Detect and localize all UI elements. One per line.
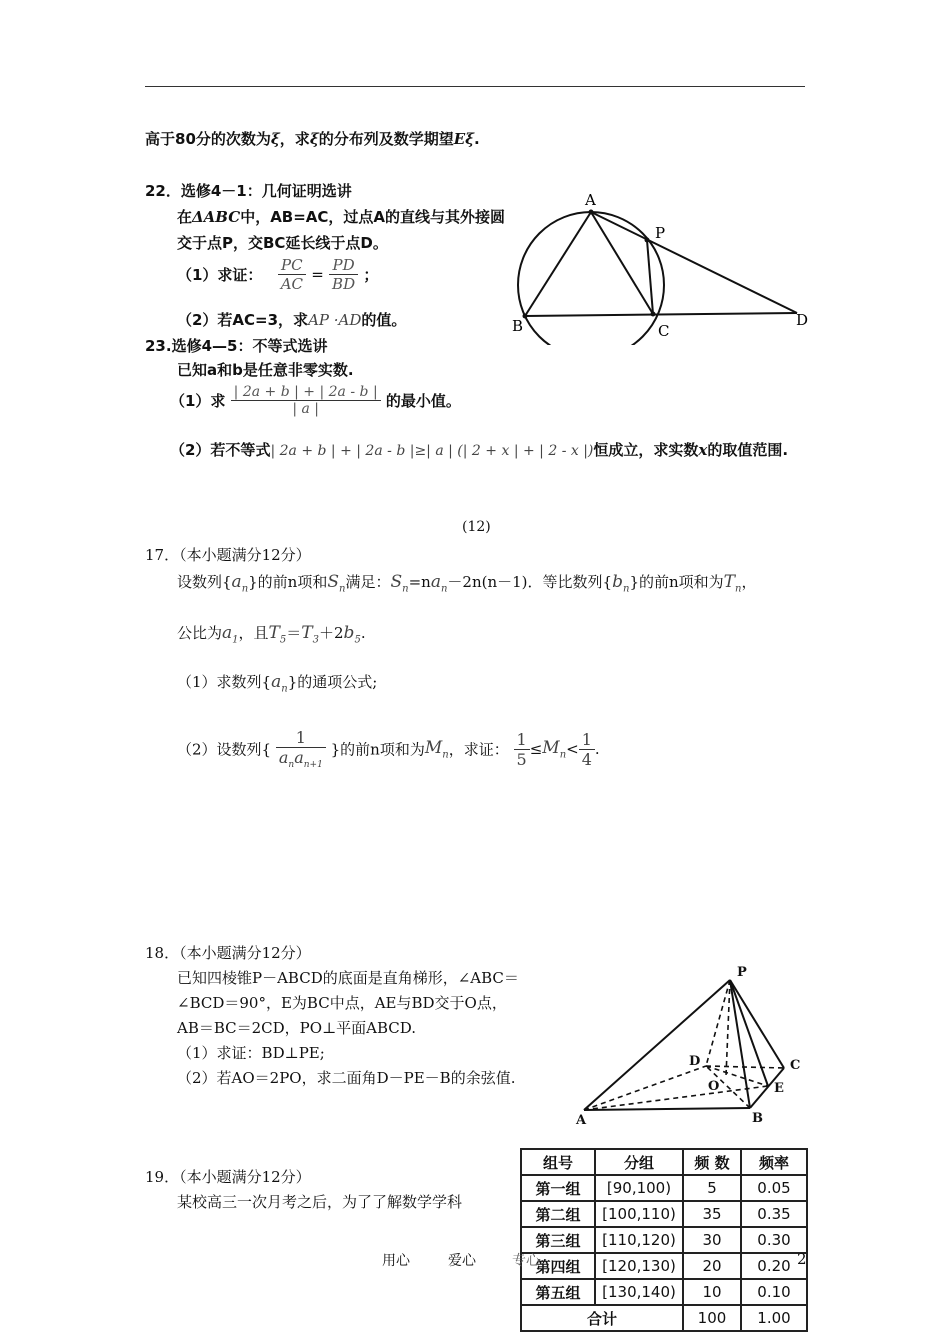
math-symbol — [268, 623, 287, 646]
label-b: B — [512, 317, 524, 335]
text: b — [612, 572, 623, 592]
text: a — [222, 623, 233, 643]
text: T — [723, 572, 735, 592]
label-a: A — [585, 191, 596, 209]
math-expression: AP ·AD — [308, 311, 362, 329]
subscript: 5 — [279, 634, 287, 646]
footer-text-1: 用心 — [382, 1253, 410, 1269]
subscript: n — [288, 760, 295, 771]
cell-group: 第一组 — [521, 1175, 595, 1201]
math-symbol — [222, 623, 239, 646]
text: }的通项公式; — [287, 673, 378, 691]
fraction — [514, 730, 530, 769]
text: 设数列{ — [177, 573, 232, 591]
text: ＋2 — [319, 624, 344, 642]
cell-interval: [90,100) — [595, 1175, 683, 1201]
fraction-denominator: | a | — [292, 401, 320, 417]
text: 高于 — [145, 130, 176, 148]
point-a — [589, 210, 594, 215]
math-symbol: x — [698, 441, 708, 459]
text: 满足： — [345, 573, 391, 591]
fraction-numerator: 1 — [276, 728, 326, 748]
edge-dc — [706, 1066, 784, 1068]
label-o: O — [708, 1079, 720, 1094]
header-group-no: 组号 — [521, 1149, 595, 1175]
text: （1）求证： — [177, 266, 263, 284]
q19-title: 19．（本小题满分12分） — [145, 1168, 311, 1186]
label-c: C — [790, 1058, 801, 1073]
text: S — [327, 572, 340, 592]
fraction — [231, 384, 381, 417]
cell-group: 第四组 — [521, 1253, 595, 1279]
text: ，求证： — [448, 740, 509, 759]
math-symbol — [271, 672, 288, 695]
circumcircle — [518, 212, 664, 345]
label-p: P — [737, 965, 747, 980]
subscript: n — [339, 583, 346, 595]
label-e: E — [774, 1081, 784, 1096]
fraction — [278, 256, 306, 293]
table-row — [521, 1253, 807, 1279]
text: （2）设数列{ — [177, 740, 272, 759]
cell-group: 第五组 — [521, 1279, 595, 1305]
text: a — [294, 748, 304, 767]
q23-line1: 已知a和b是任意非零实数. — [177, 361, 354, 379]
cell-frequency: 0.30 — [741, 1227, 807, 1253]
text: }的前n项和 — [248, 573, 328, 591]
fraction-numerator: 1 — [579, 730, 595, 750]
edge-ab — [584, 1108, 750, 1110]
q22-part2 — [177, 309, 406, 330]
label-p: P — [655, 224, 666, 242]
math-symbol — [424, 737, 449, 761]
fraction-numerator: 1 — [514, 730, 530, 750]
q18-line3: AB＝BC＝2CD，PO⊥平面ABCD. — [177, 1019, 417, 1037]
text: < — [566, 740, 579, 759]
math-symbol — [542, 737, 567, 761]
math-symbol: ΔABC — [192, 208, 241, 226]
text: a — [430, 572, 441, 592]
subscript: 1 — [232, 634, 239, 646]
cell-frequency: 0.10 — [741, 1279, 807, 1305]
footer-text-2: 爱心 — [448, 1253, 476, 1269]
text: . — [474, 130, 480, 148]
text: ＝ — [286, 624, 302, 642]
table-row — [521, 1201, 807, 1227]
text: （1）求数列{ — [177, 673, 272, 691]
text: 的取值范围. — [707, 441, 789, 459]
point-b — [523, 314, 528, 319]
cell-count: 10 — [683, 1279, 741, 1305]
fraction — [329, 256, 358, 293]
table-header-row — [521, 1149, 807, 1175]
text: 的值。 — [361, 311, 407, 329]
text: ≤ — [529, 740, 543, 759]
cell-frequency: 0.35 — [741, 1201, 807, 1227]
text: （2）若不等式 — [170, 441, 271, 459]
q17-part2 — [177, 728, 600, 770]
text: 中，AB=AC，过点A的直线与其外接圆 — [240, 208, 506, 226]
label-d: D — [796, 311, 809, 329]
q18-part1: （1）求证：BD⊥PE; — [177, 1044, 325, 1062]
q22-circle-figure — [500, 185, 820, 345]
footer-text-3: 专心 — [512, 1253, 540, 1269]
math-symbol — [612, 572, 630, 595]
table-row — [521, 1279, 807, 1305]
cell-count: 5 — [683, 1175, 741, 1201]
q18-pyramid-figure — [570, 962, 810, 1130]
subscript: 5 — [354, 634, 361, 646]
text: b — [343, 623, 355, 643]
header-count: 频 数 — [683, 1149, 741, 1175]
cell-total-frequency: 1.00 — [741, 1305, 807, 1331]
text: S — [390, 572, 403, 592]
subscript: n — [559, 749, 567, 761]
text: （1）求 — [170, 392, 226, 410]
math-symbol — [390, 572, 409, 595]
subscript: n — [440, 583, 448, 595]
subscript: n+1 — [303, 760, 323, 771]
cell-group: 第三组 — [521, 1227, 595, 1253]
text: = — [311, 265, 324, 284]
fraction-numerator: PD — [329, 256, 358, 275]
fraction-denominator: 5 — [516, 749, 527, 769]
q18-title: 18．（本小题满分12分） — [145, 944, 311, 962]
text: 在 — [177, 208, 193, 226]
cell-interval: [130,140) — [595, 1279, 683, 1305]
math-symbol — [343, 623, 361, 646]
label-b: B — [752, 1111, 763, 1126]
text: a — [278, 748, 289, 767]
q22-part1 — [177, 256, 378, 293]
point-p — [645, 238, 650, 243]
q19-line1: 某校高三一次月考之后，为了了解数学学科 — [177, 1193, 463, 1211]
cell-interval: [100,110) — [595, 1201, 683, 1227]
cell-count: 30 — [683, 1227, 741, 1253]
cell-total-label: 合计 — [521, 1305, 683, 1331]
text: ； — [363, 266, 379, 284]
subscript: n — [735, 583, 742, 595]
cell-interval: [110,120) — [595, 1227, 683, 1253]
page-number: 2 — [797, 1250, 807, 1268]
math-symbol: Eξ — [453, 130, 475, 148]
fraction-denominator: 4 — [581, 749, 592, 769]
text: 公比为 — [177, 624, 223, 642]
text: 分的次数为 — [195, 130, 271, 148]
text: T — [301, 623, 313, 643]
text: }的前n项和为 — [330, 740, 425, 759]
fraction-denominator — [276, 748, 326, 770]
fraction-denominator: AC — [280, 275, 303, 293]
text: 恒成立，求实数 — [593, 441, 699, 459]
math-symbol — [231, 572, 249, 595]
segment-ab — [525, 212, 591, 316]
point-c — [651, 312, 656, 317]
text: 的分布列及数学期望 — [318, 130, 454, 148]
q23-title: 23.选修4—5：不等式选讲 — [145, 337, 328, 355]
header-frequency: 频率 — [741, 1149, 807, 1175]
text: . — [360, 624, 366, 642]
q18-line1: 已知四棱锥P－ABCD的底面是直角梯形，∠ABC＝ — [177, 969, 519, 987]
math-symbol: ξ — [270, 130, 280, 148]
q23-part1 — [170, 384, 461, 417]
math-symbol: ξ — [309, 130, 319, 148]
fraction — [579, 730, 595, 769]
math-expression: | 2a + b | + | 2a - b |≥| a | (| 2 + x | + | 2 - x |) — [270, 443, 594, 459]
fraction-numerator: | 2a + b | + | 2a - b | — [231, 384, 381, 401]
label-a: A — [576, 1113, 587, 1128]
text: ， — [741, 573, 757, 591]
header-interval: 分组 — [595, 1149, 683, 1175]
q17-title: 17．（本小题满分12分） — [145, 546, 311, 564]
q18-line2: ∠BCD＝90°，E为BC中点，AE与BD交于O点， — [177, 994, 507, 1012]
subscript: 3 — [312, 634, 319, 646]
fraction-denominator: BD — [332, 275, 356, 293]
cell-count: 20 — [683, 1253, 741, 1279]
math-symbol — [430, 572, 448, 595]
text: =n — [408, 573, 431, 591]
q18-part2: （2）若AO＝2PO，求二面角D－PE－B的余弦值. — [177, 1069, 516, 1087]
math-symbol — [327, 572, 346, 595]
q23-part2 — [170, 439, 788, 460]
segment-bd — [525, 313, 797, 316]
text: M — [542, 737, 560, 758]
section-label: (12) — [462, 519, 491, 535]
cell-count: 35 — [683, 1201, 741, 1227]
table-total-row — [521, 1305, 807, 1331]
subscript: n — [622, 583, 630, 595]
frequency-table — [520, 1148, 808, 1332]
text: 的最小值。 — [385, 392, 461, 410]
subscript: n — [281, 683, 288, 695]
math-symbol — [301, 623, 319, 646]
q22-title: 22．选修4－1：几何证明选讲 — [145, 182, 352, 200]
fraction — [276, 728, 326, 770]
subscript: n — [442, 749, 449, 761]
cell-group: 第二组 — [521, 1201, 595, 1227]
text: ，且 — [238, 624, 269, 642]
text: T — [268, 623, 280, 643]
table-row — [521, 1227, 807, 1253]
text: M — [424, 737, 443, 758]
header-rule — [145, 86, 805, 87]
edge-po — [726, 980, 730, 1076]
cell-frequency: 0.20 — [741, 1253, 807, 1279]
fraction-numerator: PC — [278, 256, 306, 275]
cell-total-count: 100 — [683, 1305, 741, 1331]
label-c: C — [658, 322, 670, 340]
segment-pc — [647, 240, 653, 314]
q17-line1 — [177, 571, 756, 594]
subscript: n — [241, 583, 249, 595]
text: }的前n项和为 — [629, 573, 724, 591]
q22-line1 — [177, 206, 505, 227]
table-row — [521, 1175, 807, 1201]
text: －2n(n－1)．等比数列{ — [447, 573, 613, 591]
math-symbol — [723, 572, 742, 595]
previous-question-tail — [145, 128, 480, 149]
edge-ad — [584, 1066, 706, 1110]
text: a — [271, 672, 282, 692]
text: ，求 — [279, 130, 310, 148]
cell-interval: [120,130) — [595, 1253, 683, 1279]
q17-line2 — [177, 622, 366, 645]
subscript: n — [402, 583, 409, 595]
text: . — [594, 740, 600, 759]
label-d: D — [689, 1054, 701, 1069]
text: a — [231, 572, 242, 592]
q17-part1 — [177, 671, 377, 694]
text: （2）若AC=3，求 — [177, 311, 309, 329]
text: 80 — [175, 130, 196, 148]
q22-line2: 交于点P，交BC延长线于点D。 — [177, 234, 388, 252]
cell-frequency: 0.05 — [741, 1175, 807, 1201]
